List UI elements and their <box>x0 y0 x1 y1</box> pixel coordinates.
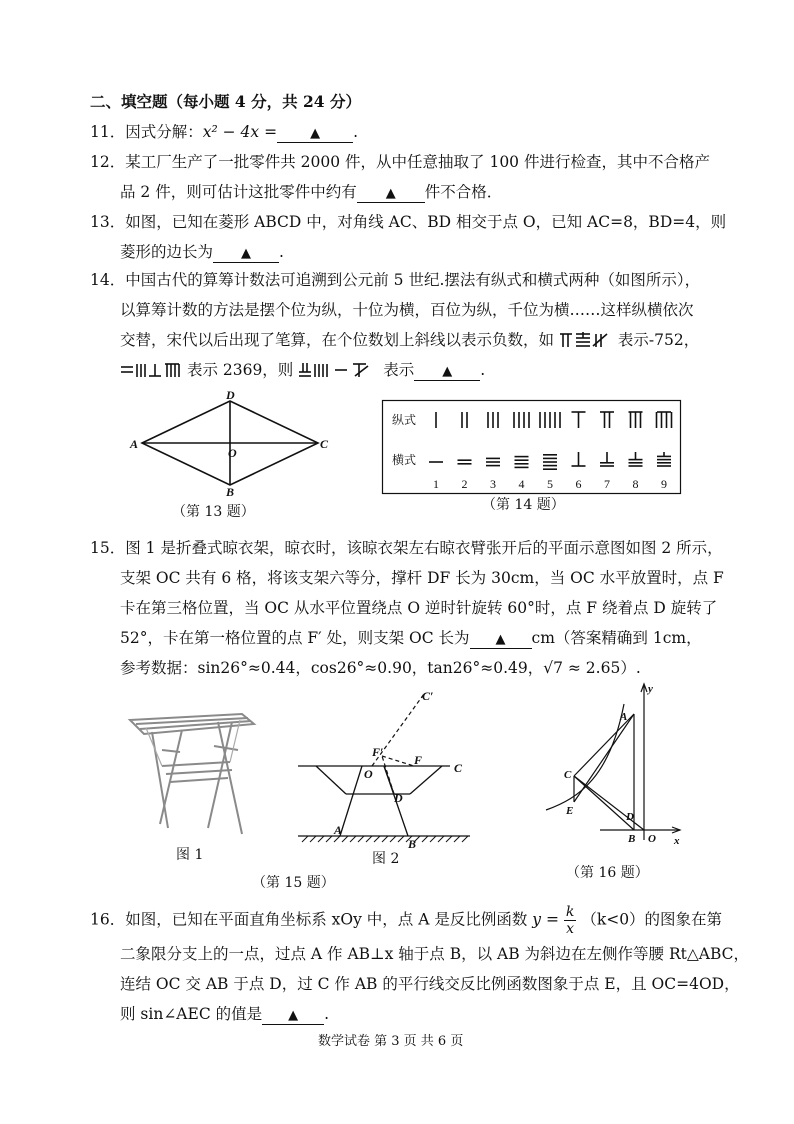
figure-16-caption: （第 16 题） <box>566 865 649 881</box>
question-12-line-2: 品 2 件，则可估计这批零件中约有 ▲ 件不合格． <box>120 183 503 201</box>
rod-numeral-neg-752 <box>559 332 613 348</box>
q16-number: 16． <box>90 910 126 929</box>
page-footer: 数学试卷 第 3 页 共 6 页 <box>318 1034 464 1049</box>
digit-label-6: 6 <box>575 477 582 491</box>
label-b: B <box>226 485 235 499</box>
label-d: D <box>394 791 403 805</box>
rack-left-top-arm <box>316 766 346 794</box>
ground-hatch <box>302 836 468 842</box>
question-15-line-5: 参考数据：sin26°≈0.44，cos26°≈0.90，tan26°≈0.49，√7 ≈ 2.65）. <box>120 659 641 677</box>
q11-number: 11． <box>90 123 126 141</box>
label-b: B <box>628 833 636 845</box>
q11-expression: x² − 4x = <box>202 123 278 141</box>
label-b: B <box>408 837 417 851</box>
segment-ca <box>574 714 634 776</box>
rod-numeral-question <box>298 362 378 378</box>
digit-label-4: 4 <box>518 477 525 491</box>
row-label-horizontal: 横式 <box>392 453 417 467</box>
figure-13-rhombus <box>130 388 330 499</box>
digit-label-9: 9 <box>661 477 667 491</box>
label-a: A <box>334 823 343 837</box>
figure-16-diagram <box>540 680 690 850</box>
label-d: D <box>626 811 634 823</box>
question-14-line-1: 14．中国古代的算筹计数法可追溯到公元前 5 世纪.摆法有纵式和横式两种（如图所示）， <box>90 271 701 289</box>
label-y: y <box>648 683 653 695</box>
question-12-line-1: 12．某工厂生产了一批零件共 2000 件，从中任意抽取了 100 件进行检查，其中不合格产 <box>90 153 710 171</box>
label-c: C <box>454 761 463 775</box>
question-16-line-2: 二象限分支上的一点，过点 A 作 AB⊥x 轴于点 B，以 AB 为斜边在左侧作等腰 Rt△ABC， <box>120 945 750 963</box>
label-a: A <box>620 711 628 723</box>
q14-answer-blank[interactable]: ▲ <box>414 364 480 381</box>
q13-answer-blank[interactable]: ▲ <box>213 246 279 263</box>
question-16-line-1: 16．如图，已知在平面直角坐标系 xOy 中，点 A 是反比例函数 y = $\frac{k}{x}$ （k<0）的图象在第 <box>90 904 723 937</box>
question-15-line-2: 支架 OC 共有 6 格，将该支架六等分，撑杆 DF 长为 30cm，当 OC 水平放置时，点 F <box>120 569 724 587</box>
label-c-prime: C′ <box>422 689 434 703</box>
figure-15-caption-1: 图 1 <box>176 847 204 863</box>
label-o: O <box>364 767 373 781</box>
question-11 <box>90 122 358 143</box>
label-o: O <box>648 833 656 845</box>
figure-13-caption: （第 13 题） <box>172 504 255 520</box>
segment-cb <box>574 776 634 830</box>
question-13-line-2: 菱形的边长为 ▲ . <box>120 243 284 261</box>
question-15-line-4: 52°，卡在第一格位置的点 F′ 处，则支架 OC 长为 ▲ cm（答案精确到 1cm， <box>120 629 702 647</box>
q16-answer-blank[interactable]: ▲ <box>262 1008 324 1025</box>
label-c: C <box>320 437 329 451</box>
q11-answer-blank[interactable]: ▲ <box>277 126 353 143</box>
rod-numeral-2369 <box>120 362 182 378</box>
question-16-line-3: 连结 OC 交 AB 于点 D，过 C 作 AB 的平行线交反比例函数图象于点 E，且 OC=4OD， <box>120 975 740 993</box>
figure-14-caption: （第 14 题） <box>482 497 565 513</box>
label-c: C <box>564 769 572 781</box>
segment-ea <box>574 714 634 802</box>
question-13-line-1: 13．如图，已知在菱形 ABCD 中，对角线 AC、BD 相交于点 O，已知 AC=8，BD=4，则 <box>90 213 727 231</box>
label-f: F <box>414 753 423 767</box>
digit-label-7: 7 <box>604 477 610 491</box>
question-14-line-3: 交替，宋代以后出现了笔算，在个位数划上斜线以表示负数，如 表示-752， <box>120 331 700 349</box>
fraction-k-over-x: $\frac{k}{x}$ <box>565 904 575 937</box>
label-e: E <box>566 805 574 817</box>
digit-label-5: 5 <box>547 477 553 491</box>
question-15-line-3: 卡在第三格位置，当 OC 从水平位置绕点 O 逆时针旋转 60°时，点 F 绕着点 D 旋转了 <box>120 599 718 617</box>
rack-leg-left-a <box>152 732 168 828</box>
q12-answer-blank[interactable]: ▲ <box>357 186 425 203</box>
figure-15-drying-rack-photo <box>122 710 262 840</box>
label-f-prime: F′ <box>372 745 384 759</box>
question-15-line-1: 15．图 1 是折叠式晾衣架，晾衣时，该晾衣架左右晾衣臂张开后的平面示意图如图 2 所示， <box>90 539 723 557</box>
label-a: A <box>130 437 139 451</box>
section-title: 二、填空题（每小题 4 分，共 24 分） <box>90 92 361 111</box>
q11-text: 因式分解： <box>125 123 203 141</box>
figure-15-diagram <box>290 690 480 850</box>
label-d: D <box>226 388 235 402</box>
leg-a <box>340 766 362 836</box>
hyperbola-branch <box>546 704 624 810</box>
q14-number: 14． <box>90 271 126 289</box>
figure-15-caption-2: 图 2 <box>372 851 400 867</box>
digit-label-3: 3 <box>490 477 496 491</box>
label-o: O <box>228 446 237 460</box>
figure-14-rod-table <box>382 400 682 495</box>
digit-label-2: 2 <box>461 477 468 491</box>
digit-label-8: 8 <box>632 477 639 491</box>
question-16-line-4: 则 sin∠AEC 的值是 ▲ . <box>120 1005 330 1023</box>
figure-15-caption: （第 15 题） <box>252 875 335 891</box>
q11-end: . <box>353 123 359 141</box>
row-label-vertical: 纵式 <box>392 413 417 427</box>
q15-number: 15． <box>90 539 126 557</box>
q12-number: 12． <box>90 153 126 171</box>
q15-answer-blank[interactable]: ▲ <box>470 632 532 649</box>
label-x: x <box>674 835 680 847</box>
digit-label-1: 1 <box>433 477 439 491</box>
question-14-line-4: 表示 2369，则 表示 ▲ . <box>120 360 485 381</box>
q13-number: 13． <box>90 213 126 231</box>
question-14-line-2: 以算筹计数的方法是摆个位为纵，十位为横，百位为纵，千位为横……这样纵横依次 <box>120 301 694 319</box>
